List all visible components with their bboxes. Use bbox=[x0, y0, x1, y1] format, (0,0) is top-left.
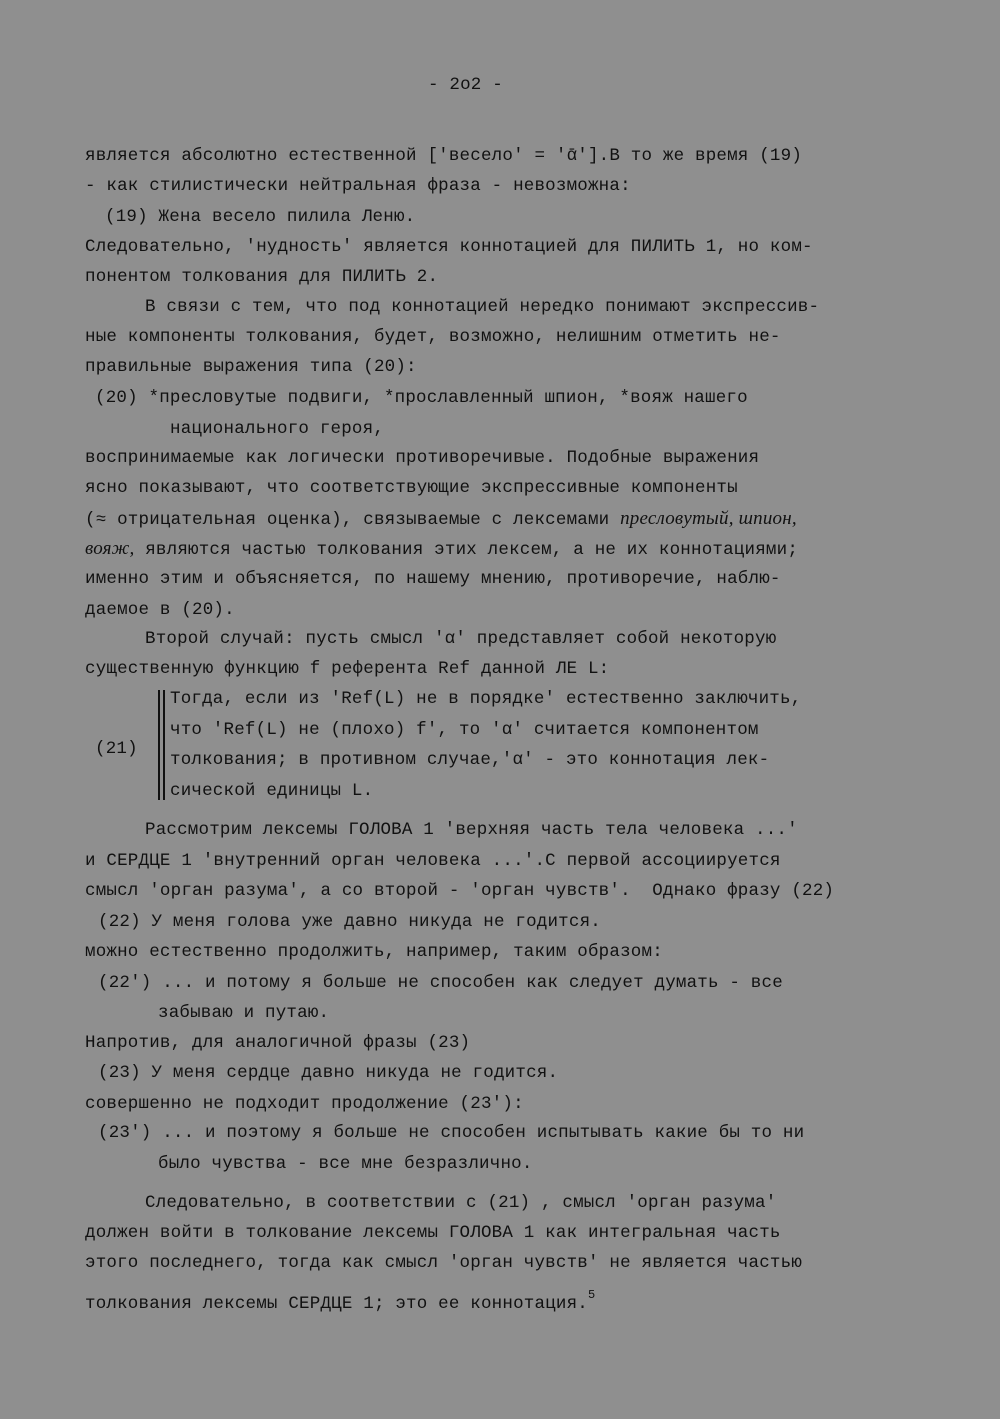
rule-bracket-left bbox=[158, 690, 160, 800]
text-line bbox=[85, 1284, 595, 1315]
text-line: ные компоненты толкования, будет, возможно, нелишним отметить не- bbox=[85, 327, 781, 347]
rule-21-line: сической единицы L. bbox=[170, 781, 374, 801]
text-line: понентом толкования для ПИЛИТЬ 2. bbox=[85, 267, 439, 287]
page-number: - 2o2 - bbox=[428, 75, 503, 95]
text-segment: толкования лексемы СЕРДЦЕ 1; это ее коннотация. bbox=[85, 1294, 588, 1314]
example-22: (22) У меня голова уже давно никуда не годится. bbox=[98, 912, 601, 932]
rule-bracket-right bbox=[163, 690, 165, 800]
paragraph-start: В связи с тем, что под коннотацией нередко понимают экспрессив- bbox=[145, 297, 820, 317]
italic-lexemes: пресловутый, шпион, bbox=[620, 508, 797, 529]
text-line: этого последнего, тогда как смысл 'орган чувств' не является частью bbox=[85, 1253, 803, 1273]
example-20-cont: национального героя, bbox=[170, 419, 385, 439]
text-line bbox=[85, 538, 798, 561]
text-line: правильные выражения типа (20): bbox=[85, 357, 417, 377]
rule-21-number: (21) bbox=[95, 739, 138, 759]
example-22-prime: (22') ... и потому я больше не способен как следует думать - все bbox=[98, 973, 783, 993]
text-line: и СЕРДЦЕ 1 'внутренний орган человека ...'.С первой ассоциируется bbox=[85, 851, 781, 871]
text-line: совершенно не подходит продолжение (23'): bbox=[85, 1094, 524, 1114]
paragraph-start: Второй случай: пусть смысл 'α' представляет собой некоторую bbox=[145, 629, 777, 649]
rule-21-line: что 'Ref(L) не (плохо) f', то 'α' считается компонентом bbox=[170, 720, 759, 740]
example-23-prime-cont: было чувства - все мне безразлично. bbox=[158, 1154, 533, 1174]
text-segment: являются частью толкования этих лексем, а не их коннотациями; bbox=[134, 540, 799, 560]
rule-21-line: толкования; в противном случае,'α' - это коннотация лек- bbox=[170, 750, 770, 770]
text-line: воспринимаемые как логически противоречивые. Подобные выражения bbox=[85, 448, 760, 468]
footnote-marker: 5 bbox=[587, 1288, 596, 1302]
text-line: именно этим и объясняется, по нашему мнению, противоречие, наблю- bbox=[85, 569, 781, 589]
example-20: (20) *пресловутые подвиги, *прославленный шпион, *вояж нашего bbox=[95, 388, 748, 408]
example-19: (19) Жена весело пилила Леню. bbox=[105, 207, 416, 227]
text-line: существенную функцию f референта Ref данной ЛЕ L: bbox=[85, 659, 610, 679]
paragraph-start: Следовательно, в соответствии с (21) , смысл 'орган разума' bbox=[145, 1193, 777, 1213]
text-line: - как стилистически нейтральная фраза - невозможна: bbox=[85, 176, 631, 196]
text-line: можно естественно продолжить, например, таким образом: bbox=[85, 942, 663, 962]
text-line: ясно показывают, что соответствующие экспрессивные компоненты bbox=[85, 478, 738, 498]
example-23: (23) У меня сердце давно никуда не годится. bbox=[98, 1063, 559, 1083]
paragraph-start: Рассмотрим лексемы ГОЛОВА 1 'верхняя часть тела человека ...' bbox=[145, 820, 798, 840]
rule-21-line: Тогда, если из 'Ref(L) не в порядке' естественно заключить, bbox=[170, 689, 802, 709]
example-22-prime-cont: забываю и путаю. bbox=[158, 1003, 330, 1023]
text-line: должен войти в толкование лексемы ГОЛОВА 1 как интегральная часть bbox=[85, 1223, 781, 1243]
example-23-prime: (23') ... и поэтому я больше не способен испытывать какие бы то ни bbox=[98, 1123, 805, 1143]
text-line: является абсолютно естественной ['весело' = 'ᾱ'].В то же время (19) bbox=[85, 146, 803, 166]
text-line: даемое в (20). bbox=[85, 600, 235, 620]
text-line bbox=[85, 508, 797, 531]
italic-lexeme: вояж, bbox=[85, 538, 135, 559]
text-line: Напротив, для аналогичной фразы (23) bbox=[85, 1033, 471, 1053]
text-line: смысл 'орган разума', а со второй - 'орган чувств'. Однако фразу (22) bbox=[85, 881, 835, 901]
text-segment: (≈ отрицательная оценка), связываемые с лексемами bbox=[85, 510, 621, 530]
text-line: Следовательно, 'нудность' является коннотацией для ПИЛИТЬ 1, но ком- bbox=[85, 237, 813, 257]
